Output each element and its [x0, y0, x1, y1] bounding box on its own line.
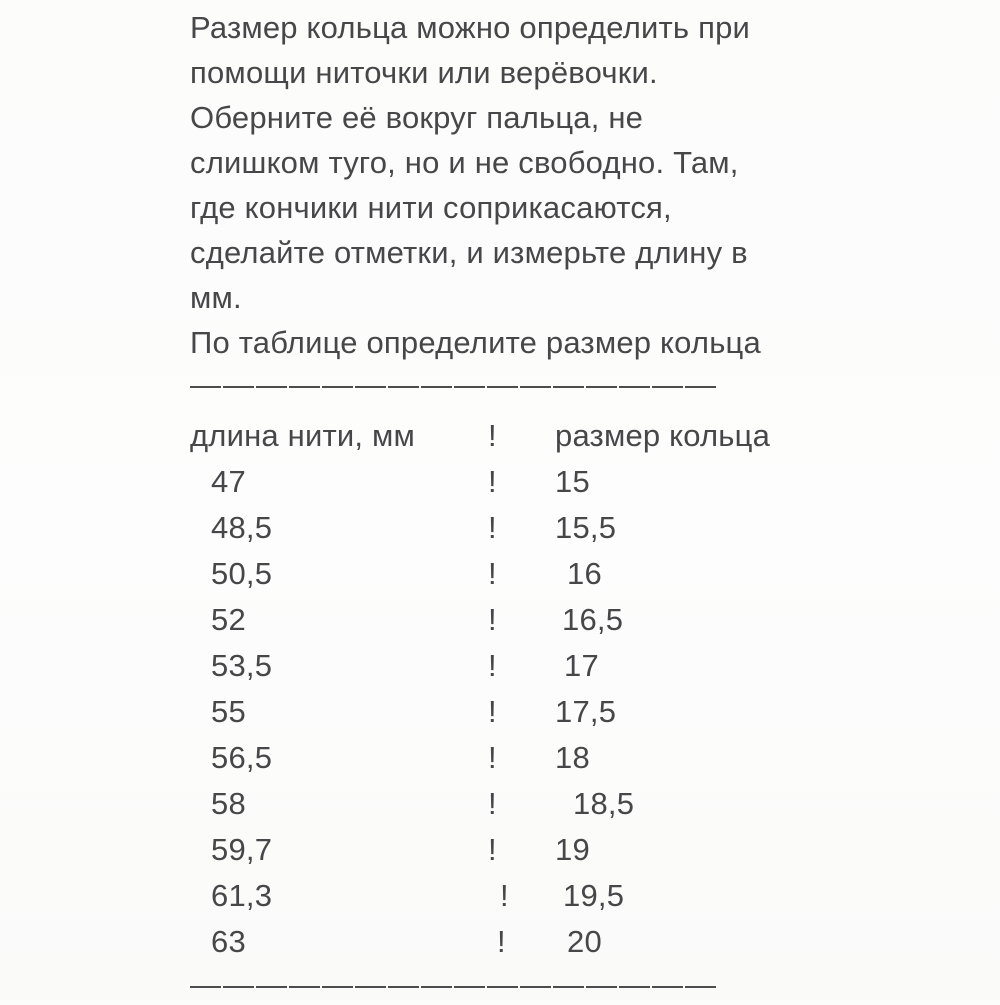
intro-line: сделайте отметки, и измерьте длину в — [190, 235, 748, 270]
column-header-thread-length: длина нити, мм — [190, 418, 416, 453]
ring-size-value: 17,5 — [555, 694, 617, 729]
intro-line: мм. — [190, 280, 242, 315]
intro-text — [190, 5, 1000, 365]
intro-line: помощи ниточки или верёвочки. — [190, 55, 658, 90]
table-row — [190, 827, 1000, 873]
intro-line: слишком туго, но и не свободно. Там, — [190, 145, 739, 180]
column-separator: ! — [500, 878, 509, 913]
table-row — [190, 459, 1000, 505]
table-row — [190, 689, 1000, 735]
ring-size-value: 19,5 — [563, 878, 625, 913]
ring-size-value: 18 — [555, 740, 590, 775]
table-row — [190, 919, 1000, 965]
column-separator: ! — [488, 418, 497, 453]
ring-size-value: 15,5 — [555, 510, 617, 545]
thread-length-value: 59,7 — [211, 832, 273, 867]
intro-line: Размер кольца можно определить при — [190, 10, 751, 45]
column-separator: ! — [488, 694, 497, 729]
column-separator: ! — [488, 464, 497, 499]
column-separator: ! — [497, 924, 506, 959]
thread-length-value: 63 — [211, 924, 246, 959]
ring-size-value: 16,5 — [562, 602, 624, 637]
ring-size-value: 17 — [564, 648, 599, 683]
ring-size-value: 20 — [567, 924, 602, 959]
column-separator: ! — [488, 786, 497, 821]
table-row — [190, 551, 1000, 597]
column-separator: ! — [488, 510, 497, 545]
column-separator: ! — [488, 832, 497, 867]
thread-length-value: 55 — [211, 694, 246, 729]
table-row — [190, 643, 1000, 689]
thread-length-value: 50,5 — [211, 556, 273, 591]
table-row — [190, 597, 1000, 643]
thread-length-value: 56,5 — [211, 740, 273, 775]
column-separator: ! — [488, 740, 497, 775]
ring-size-value: 15 — [555, 464, 590, 499]
thread-length-value: 53,5 — [211, 648, 273, 683]
table-row — [190, 873, 1000, 919]
ring-size-value: 18,5 — [573, 786, 635, 821]
ring-size-value: 19 — [555, 832, 590, 867]
thread-length-value: 61,3 — [211, 878, 273, 913]
table-header-row — [190, 413, 1000, 459]
table-bottom-divider: ———————————————— — [190, 967, 718, 1002]
thread-length-value: 47 — [211, 464, 246, 499]
column-header-ring-size: размер кольца — [555, 418, 771, 453]
intro-line: где кончики нити соприкасаются, — [190, 190, 672, 225]
column-separator: ! — [488, 556, 497, 591]
table-row — [190, 735, 1000, 781]
thread-length-value: 48,5 — [211, 510, 273, 545]
table-row — [190, 781, 1000, 827]
column-separator: ! — [488, 648, 497, 683]
ring-size-value: 16 — [567, 556, 602, 591]
table-body — [190, 459, 1000, 965]
thread-length-value: 52 — [211, 602, 246, 637]
intro-line: Оберните её вокруг пальца, не — [190, 100, 644, 135]
column-separator: ! — [488, 602, 497, 637]
table-top-divider: ———————————————— — [190, 367, 718, 402]
table-row — [190, 505, 1000, 551]
thread-length-value: 58 — [211, 786, 246, 821]
intro-line: По таблице определите размер кольца — [190, 325, 761, 360]
